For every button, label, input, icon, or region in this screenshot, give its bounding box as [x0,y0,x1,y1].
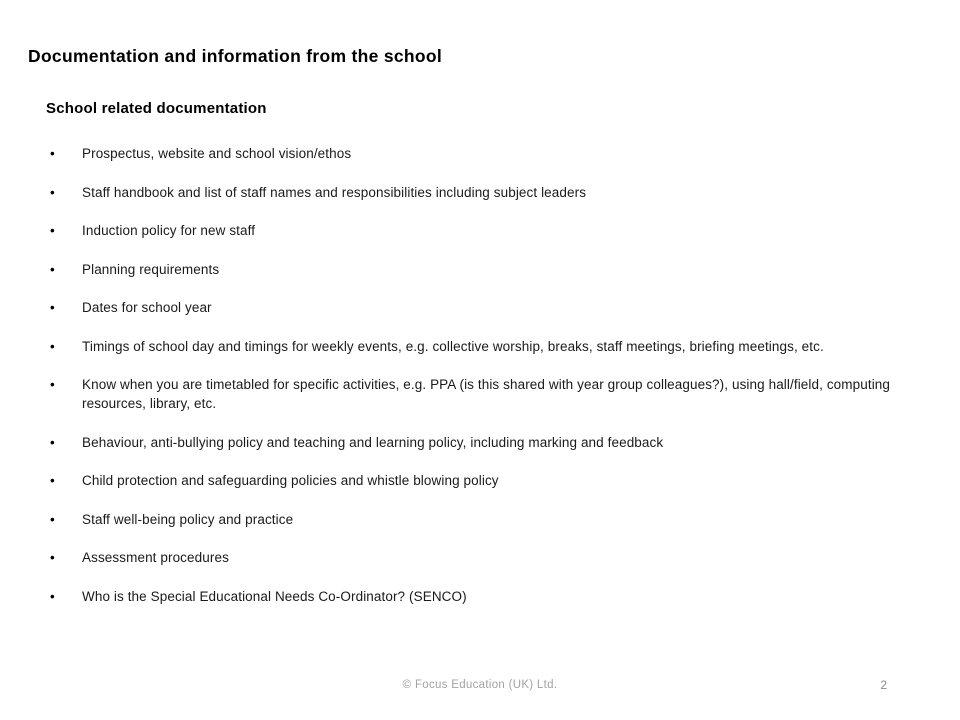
bullet-icon: • [50,146,55,161]
list-item-text: Assessment procedures [82,550,229,565]
list-item-text: Staff well-being policy and practice [82,511,294,527]
list-item [50,260,912,279]
list-item [50,144,912,163]
list-item-text: Know when you are timetabled for specific activities, e.g. PPA (is this shared with year group colleagues?), using hall/field, computing resources, library, etc. [82,377,891,411]
bullet-icon: • [50,377,55,392]
list-item [50,548,912,567]
slide-title: Documentation and information from the school [28,46,443,66]
list-item [50,221,912,240]
slide-subtitle: School related documentation [46,100,267,117]
list-item-text: Induction policy for new staff [82,223,256,238]
bullet-icon: • [50,338,55,354]
bullet-icon: • [50,511,55,527]
list-item [50,587,912,606]
list-item [50,337,912,356]
list-item-text: Who is the Special Educational Needs Co-Ordinator? (SENCO) [82,588,467,604]
bullet-icon: • [50,184,55,200]
footer-copyright: © Focus Education (UK) Ltd. [402,679,558,691]
bullet-icon: • [50,473,55,488]
list-item-text: Dates for school year [82,300,212,315]
list-item-text: Behaviour, anti-bullying policy and teaching and learning policy, including marking and feedback [82,434,664,450]
list-item [50,375,912,413]
list-item-text: Prospectus, website and school vision/ethos [82,146,352,161]
bullet-icon: • [50,300,55,315]
list-item [50,471,912,490]
page-number: 2 [880,678,887,692]
list-item [50,433,912,452]
bullet-icon: • [50,550,55,565]
list-item [50,183,912,202]
list-item [50,510,912,529]
bullet-icon: • [50,261,55,277]
bullet-icon: • [50,588,55,604]
list-item-text: Child protection and safeguarding policies and whistle blowing policy [82,473,499,488]
list-item-text: Planning requirements [82,261,220,277]
bullet-list [50,144,912,625]
bullet-icon: • [50,223,55,238]
bullet-icon: • [50,434,55,450]
list-item-text: Timings of school day and timings for weekly events, e.g. collective worship, breaks, staff meetings, briefing meetings, etc. [82,338,824,354]
list-item [50,298,912,317]
list-item-text: Staff handbook and list of staff names and responsibilities including subject leaders [82,184,587,200]
